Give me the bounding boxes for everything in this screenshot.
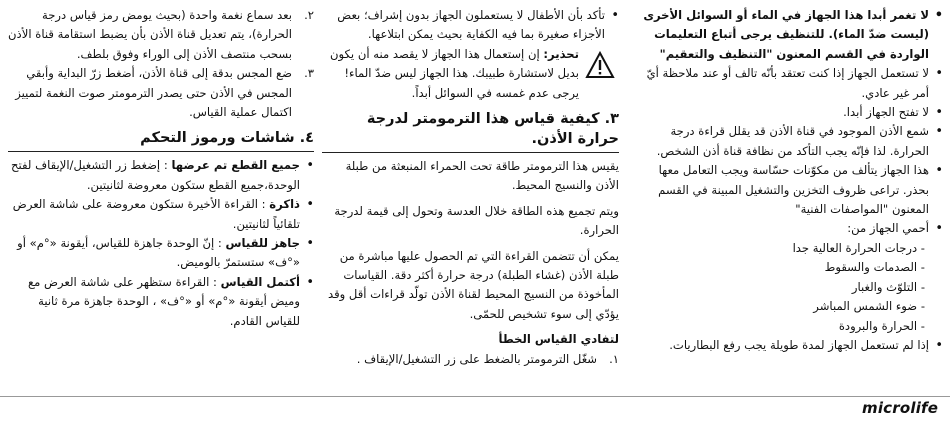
step-2 — [8, 6, 314, 64]
item-text: : القراءة ستظهر على شاشة العرض مع وميض أيقونة «°م» أو «°ف» ، الوحدة جاهزة مرة ثانية للقياس القادم. — [27, 274, 300, 328]
paragraph: يمكن أن تتضمن القراءة التي تم الحصول عليها مباشرة من طبلة الأذن (غشاء الطبلة) درجة حرارة أكثر دقة. القياسات المأخوذة من النسيج المحيط لقناة الأذن تولّد قراءات أقل وقد يؤدّي إلى سوء تشخيص للحمّى. — [328, 248, 619, 321]
list-item: - درجات الحرارة العالية جدا — [792, 240, 925, 255]
step-text: ضع المجس بدقة إلى قناة الأذن، أضغط زرّ البداية وأبقي المجس في الأذن حتى يصدر الترمومتر صوت النغمة لتمييز اكتمال عملية القياس. — [15, 66, 292, 120]
controls-column — [8, 6, 314, 331]
list-item — [8, 273, 314, 331]
paragraph: ويتم تجميع هذه الطاقة خلال العدسة وتحول إلى قيمة لدرجة الحرارة. — [334, 203, 619, 238]
step-number: ٣. — [304, 66, 314, 81]
subheading: لتفادي القياس الخطأ — [498, 332, 619, 347]
item-label: جاهز للقياس — [225, 236, 300, 251]
item-text: : القراءة الأخيرة ستكون معروضة على شاشة العرض تلقائياً لثانيتين. — [12, 197, 300, 231]
display-symbols-list — [8, 156, 314, 331]
paragraph: يقيس هذا الترمومتر طاقة تحت الحمراء المنبعثة من طبلة الأذن والنسيج المحيط. — [345, 159, 619, 193]
list-item: • لا تفتح الجهاز أبدا. — [630, 103, 943, 122]
warning-block — [322, 45, 619, 103]
list-item: - التلوّث والغبار — [851, 279, 925, 294]
step-text: شغّل الترمومتر بالضغط على زر التشغيل/الإيقاف . — [356, 351, 597, 366]
list-item: • لا تغمر أبدا هذا الجهاز في الماء أو السوائل الأخرى (ليست ضدّ الماء). للتنظيف يرجى أتباع التعليمات الواردة في القسم المعنون "التنظيف والتعقيم" — [630, 6, 943, 64]
warning-label: تحذير: — [543, 46, 579, 61]
step-number: ١. — [609, 351, 619, 366]
step-1 — [322, 350, 619, 369]
measurement-column — [322, 6, 619, 369]
list-item — [8, 195, 314, 234]
list-item: • تأكد بأن الأطفال لا يستعملون الجهاز بدون إشراف؛ بعض الأجزاء صغيرة بما فيه الكفاية بحيث يمكن ابتلاعها. — [322, 6, 619, 45]
list-item: • لا تستعمل الجهاز إذا كنت تعتقد بأنّه تالف أو عند ملاحظة أيّ أمر غير عادي. — [630, 64, 943, 103]
protect-list — [630, 239, 943, 336]
list-item: • أحمي الجهاز من: — [630, 219, 943, 238]
safety-bullets — [630, 6, 943, 239]
warning-triangle-icon — [585, 51, 615, 79]
list-item: • إذا لم تستعمل الجهاز لمدة طويلة يجب رفع البطاريات. — [630, 336, 943, 355]
list-item: • هذا الجهاز يتألف من مكوّنات حسّاسة ويجب التعامل معها بحذر. تراعى ظروف التخزين والتشغيل المبينة في القسم المعنون "المواصفات الفنية" — [630, 161, 943, 219]
list-item: - ضوء الشمس المباشر — [813, 299, 925, 314]
item-text: : إضغط زر التشغيل/الإيقاف لفتح الوحدة،جميع القطع ستكون معروضة لثانيتين. — [11, 158, 300, 192]
step-number: ٢. — [304, 8, 314, 22]
safety-column — [630, 6, 943, 355]
item-label: جميع القطع تم عرضها — [171, 158, 300, 173]
item-text: : إنّ الوحدة جاهزة للقياس، أيقونة «°م» أو «°ف» ستستمرّ بالوميض. — [17, 236, 300, 270]
list-item: • شمع الأذن الموجود في قناة الأذن قد يقلل قراءة درجة الحرارة. لذا فإنّه يجب التأكد من نظافة قناة أذن الشخص. — [630, 122, 943, 161]
list-item: - الصدمات والسقوط — [824, 260, 925, 275]
list-item — [8, 234, 314, 273]
section-4-heading: ٤. شاشات ورموز التحكم — [8, 128, 314, 152]
step-text: بعد سماع نغمة واحدة (بحيث يومض رمز قياس درجة الحرارة)، يتم تعديل قناة الأذن بأن يضبط استقامة قناة الأذن بسحب منتصف الأذن إلى الوراء وفوق بلطف. — [8, 8, 292, 61]
list-item — [8, 156, 314, 195]
warning-text: إن إستعمال هذا الجهاز لا يقصد منه أن يكون بديل لاستشارة طبيبك. هذا الجهاز ليس ضدّ الماء! يرجى عدم غمسه في السوائل أبداً. — [330, 46, 579, 100]
footer-divider — [0, 396, 950, 397]
step-3 — [8, 64, 314, 122]
brand-logo: microlife — [862, 399, 939, 417]
section-3-heading: ٣. كيفية قياس هذا الترمومتر لدرجة حرارة الأذن. — [322, 109, 619, 153]
item-label: أكتمل القياس — [220, 274, 300, 289]
item-label: ذاكرة — [269, 197, 300, 212]
list-item: - الحرارة والبرودة — [838, 318, 925, 333]
